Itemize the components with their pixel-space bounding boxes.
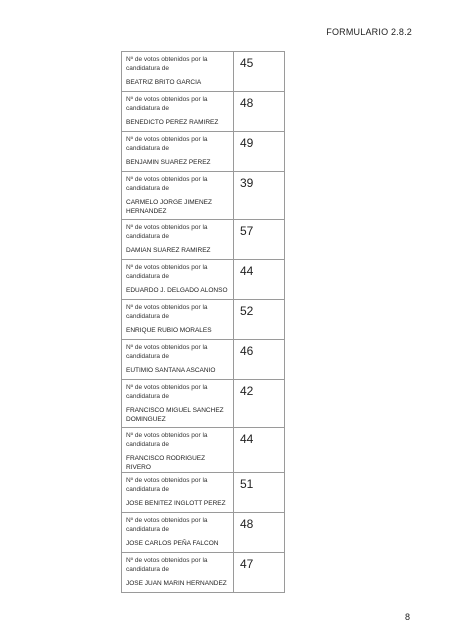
candidate-name: JOSE CARLOS PEÑA FALCON [126, 540, 219, 547]
vote-count: 48 [240, 96, 254, 110]
table-row [122, 473, 285, 513]
votes-prefix-text: Nº de votos obtenidos por la candidatura de [126, 56, 208, 72]
votes-prefix-text: Nº de votos obtenidos por la candidatura de [126, 344, 208, 360]
votes-prefix-text: Nº de votos obtenidos por la candidatura de [126, 557, 208, 573]
candidate-label-cell [122, 553, 234, 593]
votes-prefix-text: Nº de votos obtenidos por la candidatura de [126, 432, 208, 448]
vote-count-cell [234, 553, 285, 593]
table-row [122, 220, 285, 260]
table-row [122, 260, 285, 300]
candidate-name: BENJAMIN SUAREZ PEREZ [126, 159, 211, 166]
table-row [122, 300, 285, 340]
candidate-label-cell [122, 340, 234, 380]
candidate-label-cell [122, 300, 234, 340]
vote-count-cell [234, 473, 285, 513]
candidate-label-cell [122, 473, 234, 513]
candidate-label-cell [122, 513, 234, 553]
candidate-name: BEATRIZ BRITO GARCIA [126, 79, 202, 86]
table-row [122, 513, 285, 553]
candidate-name: BENEDICTO PEREZ RAMIREZ [126, 119, 219, 126]
vote-count: 44 [240, 264, 254, 278]
vote-count: 57 [240, 224, 254, 238]
vote-count: 45 [240, 56, 254, 70]
candidate-name: EDUARDO J. DELGADO ALONSO [126, 287, 228, 294]
vote-count-cell [234, 513, 285, 553]
votes-prefix-text: Nº de votos obtenidos por la candidatura de [126, 224, 208, 240]
candidate-name: DAMIAN SUAREZ RAMIREZ [126, 247, 211, 254]
table-row [122, 132, 285, 172]
votes-prefix-text: Nº de votos obtenidos por la candidatura de [126, 384, 208, 400]
votes-prefix-text: Nº de votos obtenidos por la candidatura de [126, 264, 208, 280]
vote-count-cell [234, 260, 285, 300]
table-row [122, 172, 285, 220]
candidate-name: CARMELO JORGE JIMENEZ HERNANDEZ [126, 199, 212, 215]
vote-count: 39 [240, 176, 254, 190]
votes-table [121, 51, 285, 593]
candidate-label-cell [122, 380, 234, 428]
vote-count: 49 [240, 136, 254, 150]
candidate-label-cell [122, 92, 234, 132]
candidate-name: EUTIMIO SANTANA ASCANIO [126, 367, 216, 374]
table-row [122, 380, 285, 428]
table-row [122, 92, 285, 132]
candidate-label-cell [122, 220, 234, 260]
table-row [122, 52, 285, 92]
form-id-header: FORMULARIO 2.8.2 [326, 27, 412, 37]
vote-count: 42 [240, 384, 254, 398]
candidate-label-cell [122, 52, 234, 92]
vote-count-cell [234, 428, 285, 473]
vote-count: 47 [240, 557, 254, 571]
vote-count: 48 [240, 517, 254, 531]
vote-count-cell [234, 132, 285, 172]
candidate-name: JOSE BENITEZ INGLOTT PEREZ [126, 500, 226, 507]
votes-prefix-text: Nº de votos obtenidos por la candidatura de [126, 477, 208, 493]
candidate-name: FRANCISCO RODRIGUEZ RIVERO [126, 455, 206, 471]
candidate-name: JOSE JUAN MARIN HERNANDEZ [126, 580, 227, 587]
candidate-name: FRANCISCO MIGUEL SANCHEZ DOMINGUEZ [126, 407, 224, 423]
candidate-label-cell [122, 172, 234, 220]
page-number: 8 [404, 612, 410, 622]
votes-prefix-text: Nº de votos obtenidos por la candidatura de [126, 96, 208, 112]
vote-count-cell [234, 172, 285, 220]
vote-count-cell [234, 300, 285, 340]
table-row [122, 553, 285, 593]
candidate-label-cell [122, 260, 234, 300]
candidate-label-cell [122, 132, 234, 172]
votes-prefix-text: Nº de votos obtenidos por la candidatura de [126, 176, 208, 192]
vote-count: 52 [240, 304, 254, 318]
candidate-name: ENRIQUE RUBIO MORALES [126, 327, 212, 334]
vote-count-cell [234, 52, 285, 92]
table-row [122, 340, 285, 380]
vote-count-cell [234, 340, 285, 380]
votes-prefix-text: Nº de votos obtenidos por la candidatura de [126, 517, 208, 533]
votes-prefix-text: Nº de votos obtenidos por la candidatura de [126, 304, 208, 320]
vote-count-cell [234, 380, 285, 428]
vote-count: 44 [240, 432, 254, 446]
table-row [122, 428, 285, 473]
vote-count: 46 [240, 344, 254, 358]
vote-count-cell [234, 220, 285, 260]
votes-prefix-text: Nº de votos obtenidos por la candidatura de [126, 136, 208, 152]
vote-count-cell [234, 92, 285, 132]
candidate-label-cell [122, 428, 234, 473]
vote-count: 51 [240, 477, 254, 491]
